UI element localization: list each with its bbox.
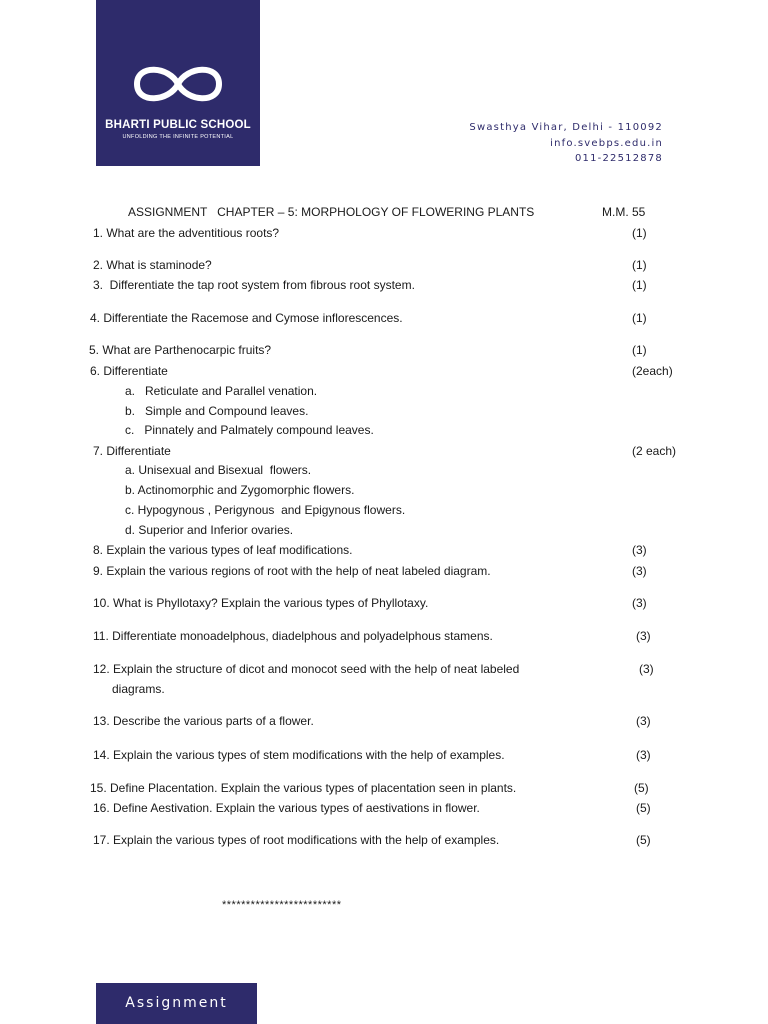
question-marks: (1) — [632, 311, 647, 325]
question-text: 15. Define Placentation. Explain the various types of placentation seen in plants. — [90, 781, 517, 795]
question-marks: (5) — [636, 833, 651, 847]
question-text: a. Unisexual and Bisexual flowers. — [125, 463, 312, 477]
question-text: 5. What are Parthenocarpic fruits? — [89, 343, 272, 357]
end-marker: ************************* — [222, 899, 342, 911]
contact-info — [469, 120, 663, 167]
question-text: 12. Explain the structure of dicot and monocot seed with the help of neat labeled — [93, 662, 520, 676]
school-name: BHARTI PUBLIC SCHOOL — [105, 119, 251, 131]
question-marks: (1) — [632, 258, 647, 272]
question-marks: (3) — [632, 596, 647, 610]
question-text: a. Reticulate and Parallel venation. — [125, 384, 318, 398]
question-text: 2. What is staminode? — [93, 258, 212, 272]
question-text: b. Actinomorphic and Zygomorphic flowers. — [125, 483, 355, 497]
question-marks: (5) — [634, 781, 649, 795]
question-text: 14. Explain the various types of stem modifications with the help of examples. — [93, 748, 505, 762]
phone: 011-22512878 — [575, 153, 663, 164]
question-text: b. Simple and Compound leaves. — [125, 404, 309, 418]
question-marks: (3) — [636, 748, 651, 762]
question-marks: (1) — [632, 343, 647, 357]
question-text: 11. Differentiate monoadelphous, diadelphous and polyadelphous stamens. — [93, 629, 493, 643]
question-text: 16. Define Aestivation. Explain the various types of aestivations in flower. — [93, 801, 480, 815]
question-text: c. Pinnately and Palmately compound leaves. — [125, 423, 374, 437]
school-logo — [96, 0, 260, 166]
question-marks: (3) — [636, 629, 651, 643]
question-text: 4. Differentiate the Racemose and Cymose inflorescences. — [90, 311, 403, 325]
question-marks: (2 each) — [632, 444, 677, 458]
question-marks: (3) — [632, 543, 647, 557]
question-text: 17. Explain the various types of root modifications with the help of examples. — [93, 833, 500, 847]
question-marks: (3) — [636, 714, 651, 728]
question-text: 13. Describe the various parts of a flower. — [93, 714, 314, 728]
question-text: 9. Explain the various regions of root with the help of neat labeled diagram. — [93, 564, 491, 578]
question-marks: (1) — [632, 226, 647, 240]
email: info.svebps.edu.in — [550, 137, 663, 149]
question-text: 7. Differentiate — [93, 444, 171, 458]
question-marks: (5) — [636, 801, 651, 815]
footer-label: Assignment — [125, 995, 228, 1011]
infinity-logo-icon — [131, 56, 225, 112]
assignment-title: ASSIGNMENT CHAPTER – 5: MORPHOLOGY OF FLOWERING PLANTS — [128, 205, 535, 219]
question-text: d. Superior and Inferior ovaries. — [125, 523, 294, 537]
question-text: 8. Explain the various types of leaf modifications. — [93, 543, 353, 557]
footer-banner — [96, 983, 257, 1024]
question-text: c. Hypogynous , Perigynous and Epigynous flowers. — [125, 503, 406, 517]
assignment-header — [0, 205, 768, 221]
question-marks: (3) — [639, 662, 654, 676]
question-text: 3. Differentiate the tap root system from fibrous root system. — [93, 278, 415, 292]
question-text: 10. What is Phyllotaxy? Explain the various types of Phyllotaxy. — [93, 596, 429, 610]
question-text: 6. Differentiate — [90, 364, 168, 378]
question-text: diagrams. — [112, 682, 165, 696]
school-tagline: UNFOLDING THE INFINITE POTENTIAL — [122, 134, 234, 140]
max-marks: M.M. 55 — [602, 205, 646, 219]
address: Swasthya Vihar, Delhi - 110092 — [469, 122, 663, 133]
question-marks: (1) — [632, 278, 647, 292]
question-marks: (3) — [632, 564, 647, 578]
question-marks: (2each) — [632, 364, 673, 378]
question-text: 1. What are the adventitious roots? — [93, 226, 280, 240]
